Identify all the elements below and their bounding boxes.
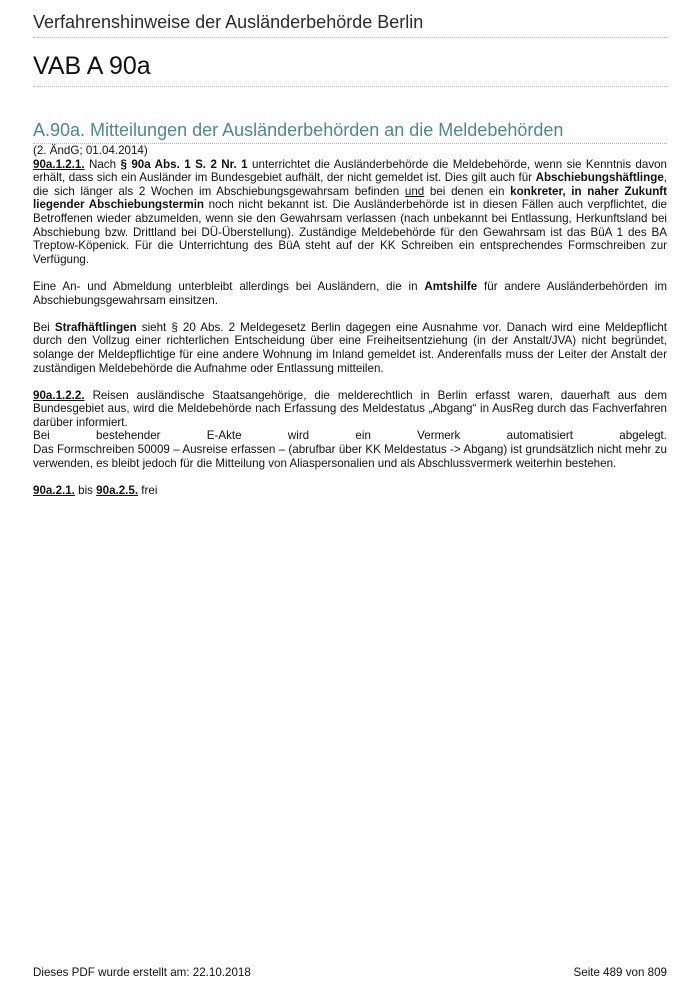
section-title: A.90a. Mitteilungen der Ausländerbehörden an die Meldebehörden — [33, 120, 667, 144]
section-reference: 90a.2.5. — [96, 483, 139, 497]
bold-term: Amtshilfe — [424, 279, 478, 293]
legal-citation: § 90a Abs. 1 S. 2 Nr. 1 — [120, 157, 248, 171]
section-reference: 90a.1.2.2. — [33, 388, 85, 402]
section-reference: 90a.1.2.1. — [33, 157, 85, 171]
footer-created-date: Dieses PDF wurde erstellt am: 22.10.2018 — [33, 966, 251, 979]
underlined-term: und — [404, 184, 425, 198]
paragraph-amtshilfe: Eine An- und Abmeldung unterbleibt allerdings bei Ausländern, die in Amtshilfe für andere Ausländerbehörden im Abschiebungsgewahrsam einsitzen. — [33, 279, 667, 307]
document-header-title: Verfahrenshinweise der Ausländerbehörde Berlin — [33, 12, 667, 38]
bold-term: konkreter, in naher Zukunft liegender Abschiebungstermin — [33, 184, 667, 212]
document-body — [33, 144, 667, 497]
paragraph-90a-2-frei: 90a.2.1. bis 90a.2.5. frei — [33, 483, 158, 497]
e-akte-line: Bei bestehender E-Akte wird ein Vermerk automatisiert abgelegt. — [33, 429, 667, 443]
formschreiben-line: Das Formschreiben 50009 – Ausreise erfassen – (abrufbar über KK Meldestatus -> Abgang) ist grundsätzlich nicht mehr zu verwenden, es bleibt jedoch für die Mitteilung von Aliaspersonalien und als Abschlussvermerk weiterhin bestehen. — [33, 443, 667, 470]
footer-page-number: Seite 489 von 809 — [573, 966, 667, 979]
document-id-heading: VAB A 90a — [33, 52, 667, 87]
paragraph-90a-1-2-2: 90a.1.2.2. Reisen ausländische Staatsangehörige, die melderechtlich in Berlin erfasst waren, dauerhaft aus dem Bundesgebiet aus, wird die Meldebehörde nach Erfassung des Meldestatus „Abgang“ in AusReg durch das Fachverfahren darüber informiert. Bei bestehender E-Akte wird ein Vermerk automatisiert abgelegt. Das Formschreiben 50009 – Ausreise erfassen – (abrufbar über KK Meldestatus -> Abgang) ist grundsätzlich nicht mehr zu verwenden, es bleibt jedoch für die Mitteilung von Aliaspersonalien und als Abschlussvermerk weiterhin bestehen. — [33, 388, 667, 470]
section-reference: 90a.2.1. — [33, 483, 75, 497]
paragraph-strafhaeftlinge: Bei Strafhäftlingen sieht § 20 Abs. 2 Meldegesetz Berlin dagegen eine Ausnahme vor. Danach wird eine Meldepflicht durch den Vollzug einer richterlichen Entscheidung über eine Freiheitsentziehung (in der Anstalt/JVA) nicht begründet, solange der Meldepflichtige für eine andere Wohnung im Inland gemeldet ist. Anderenfalls muss der Leiter der Anstalt der zuständigen Meldebehörde die Aufnahme oder Entlassung mitteilen. — [33, 320, 667, 375]
bold-term: Abschiebungshäftlinge — [535, 171, 664, 185]
bold-term: Strafhäftlingen — [54, 320, 137, 334]
paragraph-90a-1-2-1: 90a.1.2.1. Nach § 90a Abs. 1 S. 2 Nr. 1 unterrichtet die Ausländerbehörde die Meldebehörde, wenn sie Kenntnis davon erhält, dass sich ein Ausländer im Bundesgebiet aufhält, der nicht gemeldet ist. Dies gilt auch für Abschiebungshäftlinge, die sich länger als 2 Wochen im Abschiebungsgewahrsam befinden und bei denen ein konkreter, in naher Zukunft liegender Abschiebungstermin noch nicht bekannt ist. Die Ausländerbehörde ist in diesen Fällen auch verpflichtet, die Betroffenen wieder abzumelden, wenn sie den Gewahrsam verlassen (nach unbekannt bei Entlassung, Herkunftsland bei Abschiebung bzw. Drittland bei DÜ-Überstellung). Zuständige Meldebehörde für den Gewahrsam ist das BüA 1 des BA Treptow-Köpenick. Für die Unterrichtung des BüA steht auf der KK Schreiben ein entsprechendes Formschreiben zur Verfügung. — [33, 157, 668, 266]
version-note: (2. ÄndG; 01.04.2014) — [33, 144, 148, 157]
